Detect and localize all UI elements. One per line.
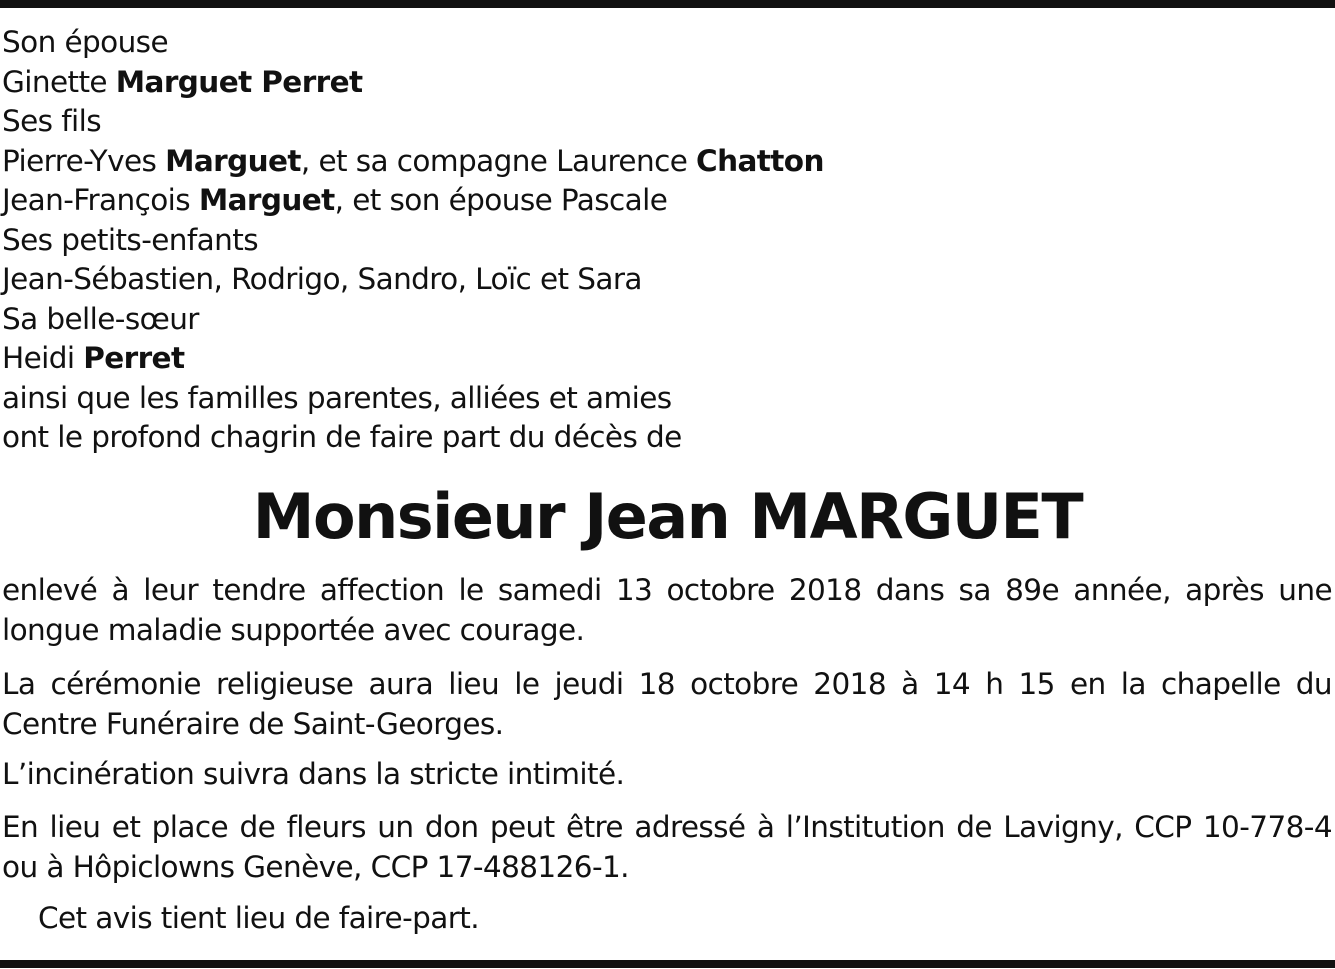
ceremony-paragraph xyxy=(2,664,1332,744)
death-paragraph xyxy=(2,570,1332,650)
cremation-line: L’incinération suivra dans la stricte intimité. xyxy=(2,757,625,791)
son1-first-name: Pierre-Yves xyxy=(2,143,157,178)
sister-in-law-heading: Sa belle-sœur xyxy=(2,301,199,336)
grandchildren-heading: Ses petits-enfants xyxy=(2,222,258,257)
donation-paragraph xyxy=(2,807,1332,887)
family-list xyxy=(2,23,1322,458)
donation-line-1: En lieu et place de fleurs un don peut être adressé à l’Institution de Lavigny, CCP 10-778-4 xyxy=(2,810,1332,844)
son2-line xyxy=(2,181,1322,221)
ceremony-line-1: La cérémonie religieuse aura lieu le jeudi 18 octobre 2018 à 14 h 15 en la chapelle du xyxy=(2,667,1332,701)
top-rule xyxy=(0,0,1335,8)
son2-first-name: Jean-François xyxy=(2,183,191,217)
closing-paragraph xyxy=(38,898,1335,938)
ceremony-line-2: Centre Funéraire de Saint-Georges. xyxy=(2,707,504,741)
sister-in-law-name xyxy=(2,339,1322,379)
deceased-name: Monsieur Jean MARGUET xyxy=(252,480,1083,553)
sister-in-law-last-name: Perret xyxy=(83,341,185,375)
son2-last-name: Marguet xyxy=(198,183,335,217)
bottom-rule xyxy=(0,960,1335,968)
closing-line: Cet avis tient lieu de faire-part. xyxy=(38,901,479,935)
son2-spouse-text: , et son épouse Pascale xyxy=(334,183,668,217)
grandchildren-names: Jean-Sébastien, Rodrigo, Sandro, Loïc et Sara xyxy=(2,262,642,296)
sons-heading: Ses fils xyxy=(2,104,101,138)
spouse-heading: Son épouse xyxy=(2,25,168,59)
son1-last-name: Marguet xyxy=(165,143,301,178)
spouse-last-name: Marguet Perret xyxy=(115,64,363,99)
son1-partner-last-name: Chatton xyxy=(696,143,824,178)
cremation-paragraph xyxy=(2,754,1332,794)
announcement-line: ont le profond chagrin de faire part du décès de xyxy=(2,420,682,454)
sister-in-law-first-name: Heidi xyxy=(2,341,75,375)
son1-line xyxy=(2,142,1322,182)
spouse-name xyxy=(2,63,1322,103)
death-line-1: enlevé à leur tendre affection le samedi 13 octobre 2018 dans sa 89e année, après une xyxy=(2,573,1332,607)
families-line: ainsi que les familles parentes, alliées et amies xyxy=(2,380,672,415)
son1-partner-text: , et sa compagne Laurence xyxy=(300,143,688,178)
donation-line-2: ou à Hôpiclowns Genève, CCP 17-488126-1. xyxy=(2,850,629,884)
death-line-2: longue maladie supportée avec courage. xyxy=(2,613,585,647)
spouse-first-name: Ginette xyxy=(2,64,107,99)
